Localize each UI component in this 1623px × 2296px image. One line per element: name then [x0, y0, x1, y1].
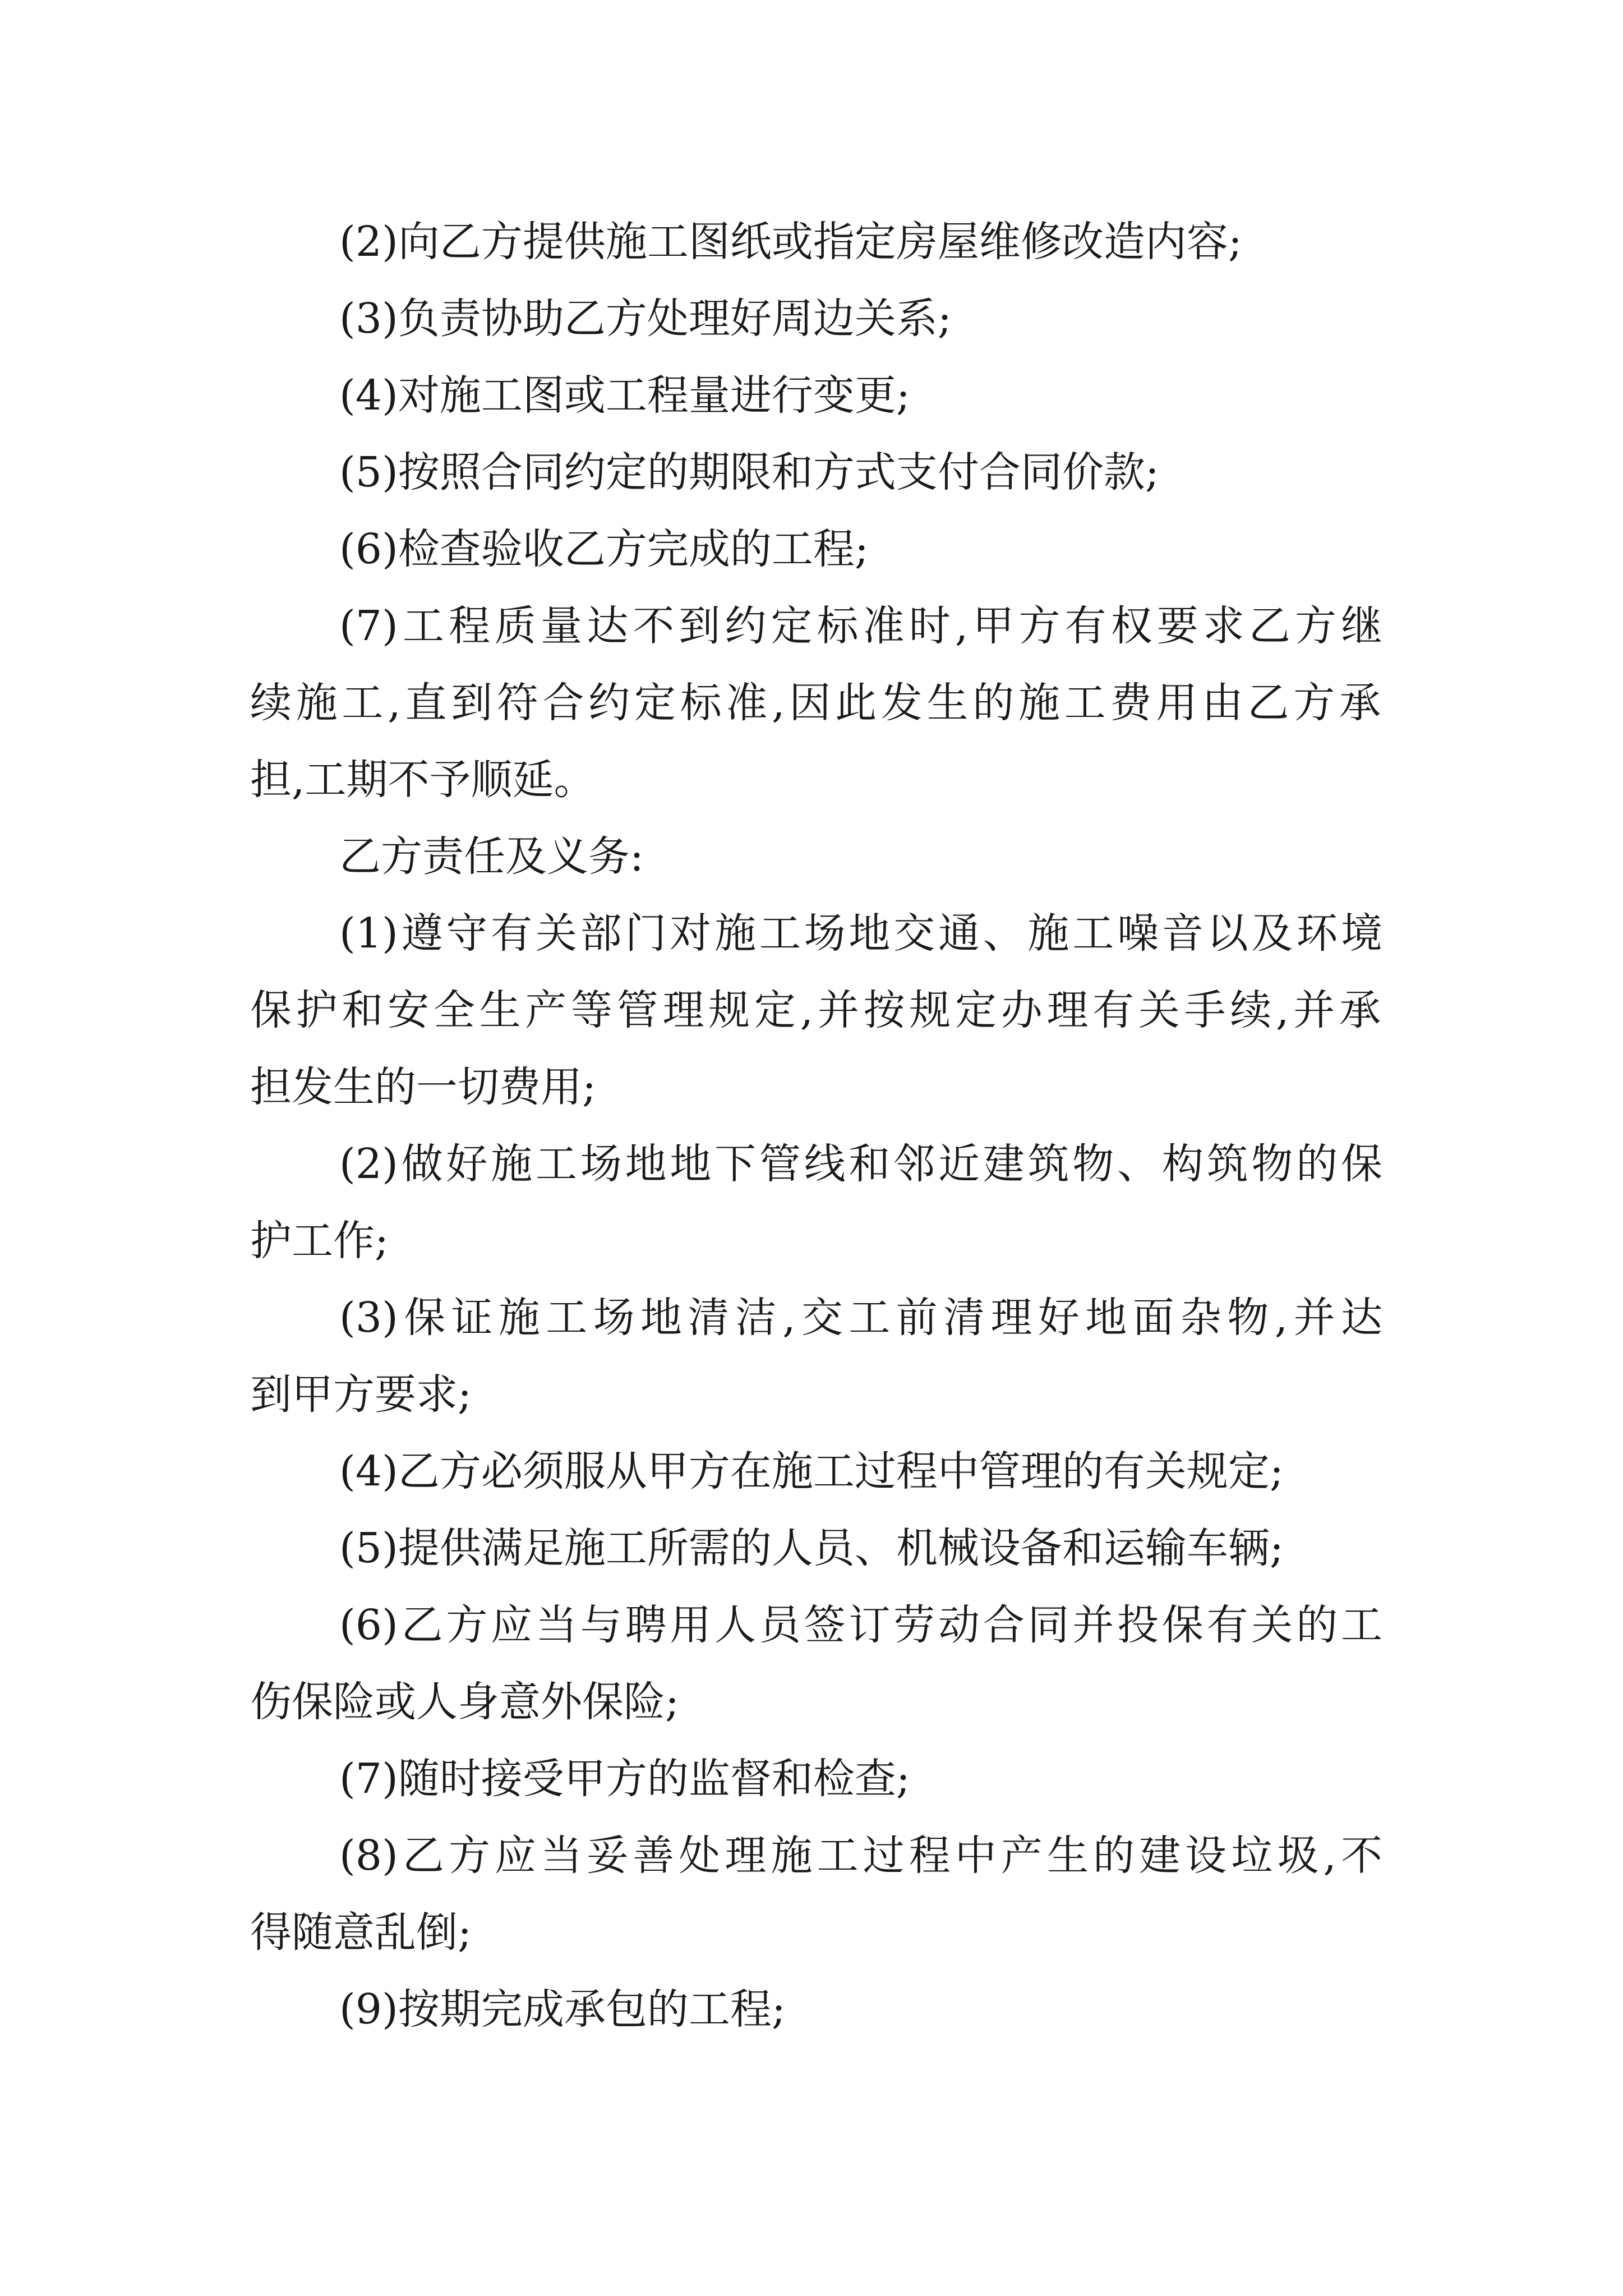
yi-item-9: (9)按期完成承包的工程;: [339, 1985, 786, 2033]
jia-item-6: (6)检查验收乙方完成的工程;: [339, 525, 869, 573]
yi-section-heading: 乙方责任及义务:: [339, 832, 644, 881]
jia-item-7-line-2: 续施工,直到符合约定标准,因此发生的施工费用由乙方承: [250, 679, 1381, 727]
yi-item-5: (5)提供满足施工所需的人员、机械设备和运输车辆;: [339, 1524, 1284, 1572]
yi-item-2-line-1: (2)做好施工场地地下管线和邻近建筑物、构筑物的保: [339, 1140, 1382, 1188]
jia-item-7-line-1: (7)工程质量达不到约定标准时,甲方有权要求乙方继: [339, 602, 1382, 650]
yi-item-8-line-1: (8)乙方应当妥善处理施工过程中产生的建设垃圾,不: [339, 1832, 1382, 1880]
yi-item-8-line-2: 得随意乱倒;: [250, 1908, 472, 1957]
yi-item-1-line-2: 保护和安全生产等管理规定,并按规定办理有关手续,并承: [250, 986, 1381, 1034]
yi-item-6-line-2: 伤保险或人身意外保险;: [250, 1678, 679, 1726]
jia-item-4: (4)对施工图或工程量进行变更;: [339, 371, 910, 420]
yi-item-3-line-2: 到甲方要求;: [250, 1370, 472, 1419]
jia-item-3: (3)负责协助乙方处理好周边关系;: [339, 295, 952, 343]
jia-item-7-line-3: 担,工期不予顺延。: [250, 756, 596, 804]
yi-item-2-line-2: 护工作;: [250, 1217, 389, 1265]
yi-item-3-line-1: (3)保证施工场地清洁,交工前清理好地面杂物,并达: [339, 1294, 1382, 1342]
jia-item-5: (5)按照合同约定的期限和方式支付合同价款;: [339, 448, 1159, 496]
yi-item-4: (4)乙方必须服从甲方在施工过程中管理的有关规定;: [339, 1447, 1284, 1496]
yi-item-1-line-3: 担发生的一切费用;: [250, 1063, 596, 1111]
jia-item-2: (2)向乙方提供施工图纸或指定房屋维修改造内容;: [339, 218, 1242, 266]
yi-item-6-line-1: (6)乙方应当与聘用人员签订劳动合同并投保有关的工: [339, 1601, 1382, 1649]
yi-item-1-line-1: (1)遵守有关部门对施工场地交通、施工噪音以及环境: [339, 909, 1382, 958]
yi-item-7: (7)随时接受甲方的监督和检查;: [339, 1755, 910, 1803]
